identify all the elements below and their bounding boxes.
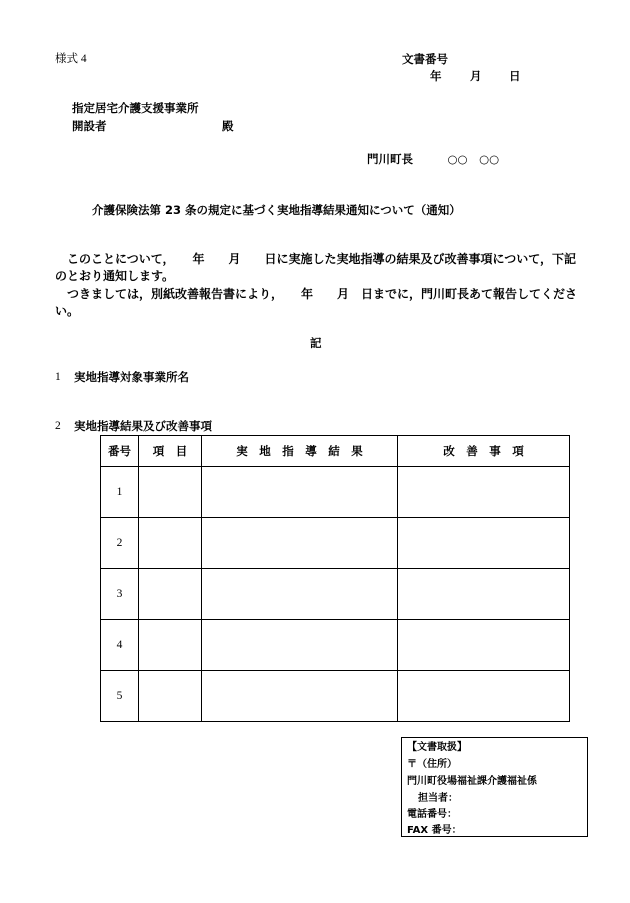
document-number-label: 文書番号 <box>402 52 448 66</box>
table-row <box>101 518 570 569</box>
table-row <box>101 467 570 518</box>
cell-result[interactable] <box>202 518 398 569</box>
document-title: 介護保険法第 23 条の規定に基づく実地指導結果通知について（通知） <box>92 203 461 217</box>
cell-item[interactable] <box>139 518 202 569</box>
contact-fax: FAX 番号： <box>407 825 462 836</box>
cell-result[interactable] <box>202 467 398 518</box>
contact-box <box>401 737 588 837</box>
cell-item[interactable] <box>139 620 202 671</box>
section-1-label: 実地指導対象事業所名 <box>74 370 189 384</box>
cell-item[interactable] <box>139 671 202 722</box>
header-improvement: 改 善 事 項 <box>398 436 570 467</box>
row-number: 5 <box>101 671 139 722</box>
contact-department: 門川町役場福祉課介護福祉係 <box>407 776 537 787</box>
body-paragraph-1: このことについて， 年 月 日に実施した実地指導の結果及び改善事項について，下記のとおり通知します。 <box>55 252 577 283</box>
recipient-founder: 開設者 <box>72 119 107 133</box>
body-paragraph-2: つきましては，別紙改善報告書により， 年 月 日までに，門川町長あて報告してください。 <box>55 287 578 318</box>
table-header-row <box>101 436 570 467</box>
cell-improvement[interactable] <box>398 671 570 722</box>
table-row <box>101 620 570 671</box>
date-month: 月 <box>470 69 482 83</box>
form-number: 様式 4 <box>55 53 87 65</box>
section-2-number: 2 <box>55 420 61 432</box>
recipient-office: 指定居宅介護支援事業所 <box>72 101 199 115</box>
section-1-number: 1 <box>55 371 61 383</box>
ki-marker: 記 <box>310 336 322 350</box>
contact-person: 担当者： <box>418 793 458 804</box>
inspection-results-table <box>100 435 570 722</box>
row-number: 2 <box>101 518 139 569</box>
contact-heading: 【文書取扱】 <box>407 742 467 753</box>
cell-result[interactable] <box>202 569 398 620</box>
cell-result[interactable] <box>202 671 398 722</box>
contact-address: 〒（住所） <box>407 759 457 770</box>
header-item: 項 目 <box>139 436 202 467</box>
table-row <box>101 569 570 620</box>
table-row <box>101 671 570 722</box>
date-year: 年 <box>430 69 442 83</box>
row-number: 3 <box>101 569 139 620</box>
header-number: 番号 <box>101 436 139 467</box>
cell-improvement[interactable] <box>398 569 570 620</box>
sender: 門川町長 ○○ ○○ <box>367 152 500 166</box>
section-2-label: 実地指導結果及び改善事項 <box>74 419 212 433</box>
cell-improvement[interactable] <box>398 467 570 518</box>
cell-improvement[interactable] <box>398 620 570 671</box>
contact-phone: 電話番号： <box>407 809 457 820</box>
header-result: 実 地 指 導 結 果 <box>202 436 398 467</box>
cell-item[interactable] <box>139 467 202 518</box>
row-number: 4 <box>101 620 139 671</box>
date-day: 日 <box>509 69 521 83</box>
row-number: 1 <box>101 467 139 518</box>
cell-result[interactable] <box>202 620 398 671</box>
cell-item[interactable] <box>139 569 202 620</box>
recipient-honorific: 殿 <box>222 119 234 133</box>
cell-improvement[interactable] <box>398 518 570 569</box>
